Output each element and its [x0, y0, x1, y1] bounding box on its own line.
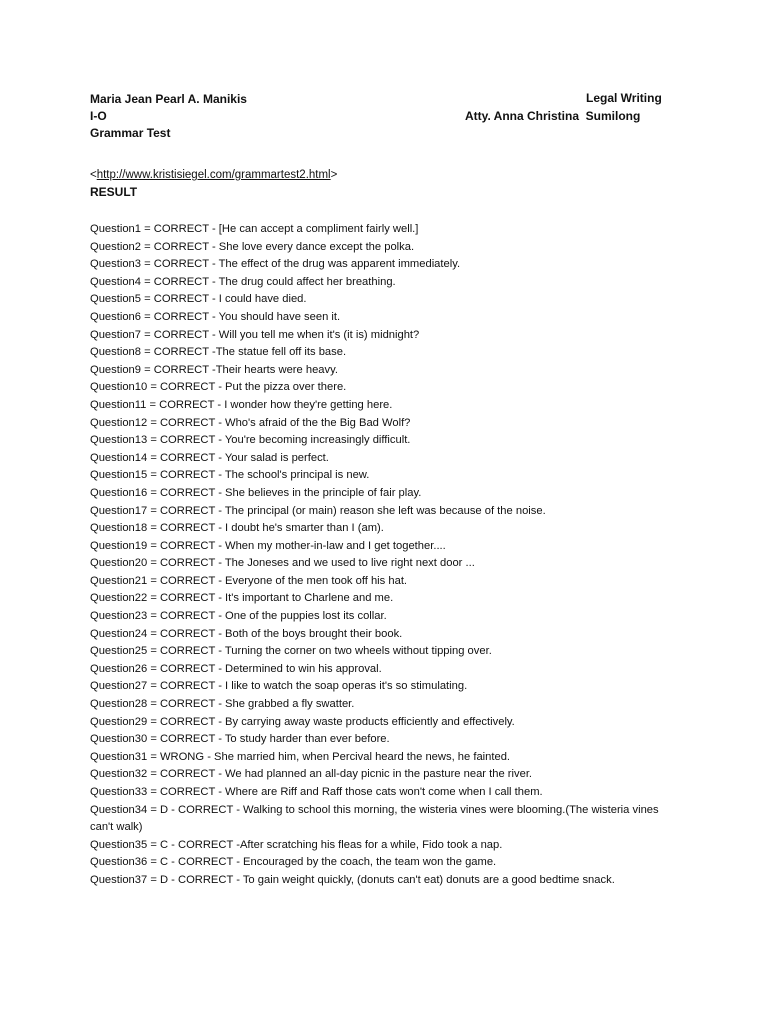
question-result-item: Question3 = CORRECT - The effect of the drug was apparent immediately.: [90, 258, 461, 271]
question-result-item: Question28 = CORRECT - She grabbed a fly swatter.: [90, 698, 355, 711]
question-result-item: Question4 = CORRECT - The drug could affect her breathing.: [90, 275, 396, 288]
question-result-item: Question1 = CORRECT - [He can accept a compliment fairly well.]: [90, 223, 419, 235]
question-result-item: Question30 = CORRECT - To study harder than ever before.: [90, 733, 390, 746]
question-result-item: Question16 = CORRECT - She believes in the principle of fair play.: [90, 486, 422, 499]
question-result-item: Question8 = CORRECT -The statue fell off its base.: [90, 346, 347, 359]
question-result-item: Question12 = CORRECT - Who's afraid of the the Big Bad Wolf?: [90, 416, 411, 429]
question-result-item: Question37 = D - CORRECT - To gain weight quickly, (donuts can't eat) donuts are a good bedtime snack.: [90, 873, 615, 886]
question-results-list: [90, 221, 680, 890]
student-name: Maria Jean Pearl A. Manikis: [90, 92, 247, 106]
question-result-item: Question11 = CORRECT - I wonder how they're getting here.: [90, 398, 393, 411]
question-result-item: Question18 = CORRECT - I doubt he's smarter than I (am).: [90, 522, 384, 535]
question-result-item: Question15 = CORRECT - The school's principal is new.: [90, 469, 370, 482]
question-result-item: Question19 = CORRECT - When my mother-in-law and I get together....: [90, 539, 446, 552]
question-result-item: Question29 = CORRECT - By carrying away waste products efficiently and effectively.: [90, 715, 515, 728]
question-result-item: Question22 = CORRECT - It's important to Charlene and me.: [90, 592, 394, 605]
question-result-item: Question14 = CORRECT - Your salad is perfect.: [90, 451, 329, 464]
source-url-line: [90, 167, 337, 184]
test-title: Grammar Test: [90, 126, 171, 140]
question-result-item: Question21 = CORRECT - Everyone of the men took off his hat.: [90, 574, 408, 587]
result-heading: RESULT: [90, 185, 138, 199]
question-result-item: Question6 = CORRECT - You should have seen it.: [90, 310, 341, 323]
question-result-item: Question34 = D - CORRECT - Walking to school this morning, the wisteria vines were blooming.(The wisteria vines can't walk): [90, 803, 659, 834]
question-result-item: Question33 = CORRECT - Where are Riff and Raff those cats won't come when I call them.: [90, 786, 543, 798]
question-result-item: Question26 = CORRECT - Determined to win his approval.: [90, 662, 382, 675]
question-result-item: Question7 = CORRECT - Will you tell me when it's (it is) midnight?: [90, 328, 420, 341]
question-result-item: Question13 = CORRECT - You're becoming increasingly difficult.: [90, 434, 411, 447]
question-result-item: Question10 = CORRECT - Put the pizza over there.: [90, 381, 347, 394]
question-result-item: Question2 = CORRECT - She love every dance except the polka.: [90, 240, 415, 253]
question-result-item: Question27 = CORRECT - I like to watch the soap operas it's so stimulating.: [90, 680, 468, 693]
instructor-name: Atty. Anna Christina Sumilong: [465, 109, 641, 123]
question-result-item: Question17 = CORRECT - The principal (or main) reason she left was because of the noise.: [90, 504, 546, 517]
question-result-item: Question35 = C - CORRECT -After scratching his fleas for a while, Fido took a nap.: [90, 838, 503, 851]
source-url-link[interactable]: http://www.kristisiegel.com/grammartest2.html: [96, 169, 331, 181]
question-result-item: Question24 = CORRECT - Both of the boys brought their book.: [90, 627, 403, 640]
student-section: I-O: [90, 109, 107, 123]
question-result-item: Question5 = CORRECT - I could have died.: [90, 293, 307, 306]
course-name: Legal Writing: [586, 91, 662, 105]
question-result-item: Question31 = WRONG - She married him, when Percival heard the news, he fainted.: [90, 750, 511, 763]
question-result-item: Question20 = CORRECT - The Joneses and we used to live right next door ...: [90, 557, 475, 570]
url-close-bracket: >: [330, 169, 338, 181]
question-result-item: Question23 = CORRECT - One of the puppies lost its collar.: [90, 610, 387, 623]
question-result-item: Question9 = CORRECT -Their hearts were heavy.: [90, 363, 338, 376]
question-result-item: Question36 = C - CORRECT - Encouraged by the coach, the team won the game.: [90, 856, 497, 869]
url-open-bracket: <: [90, 169, 97, 181]
header-left: [90, 91, 247, 142]
question-result-item: Question25 = CORRECT - Turning the corner on two wheels without tipping over.: [90, 645, 492, 658]
question-result-item: Question32 = CORRECT - We had planned an all-day picnic in the pasture near the river.: [90, 768, 533, 781]
